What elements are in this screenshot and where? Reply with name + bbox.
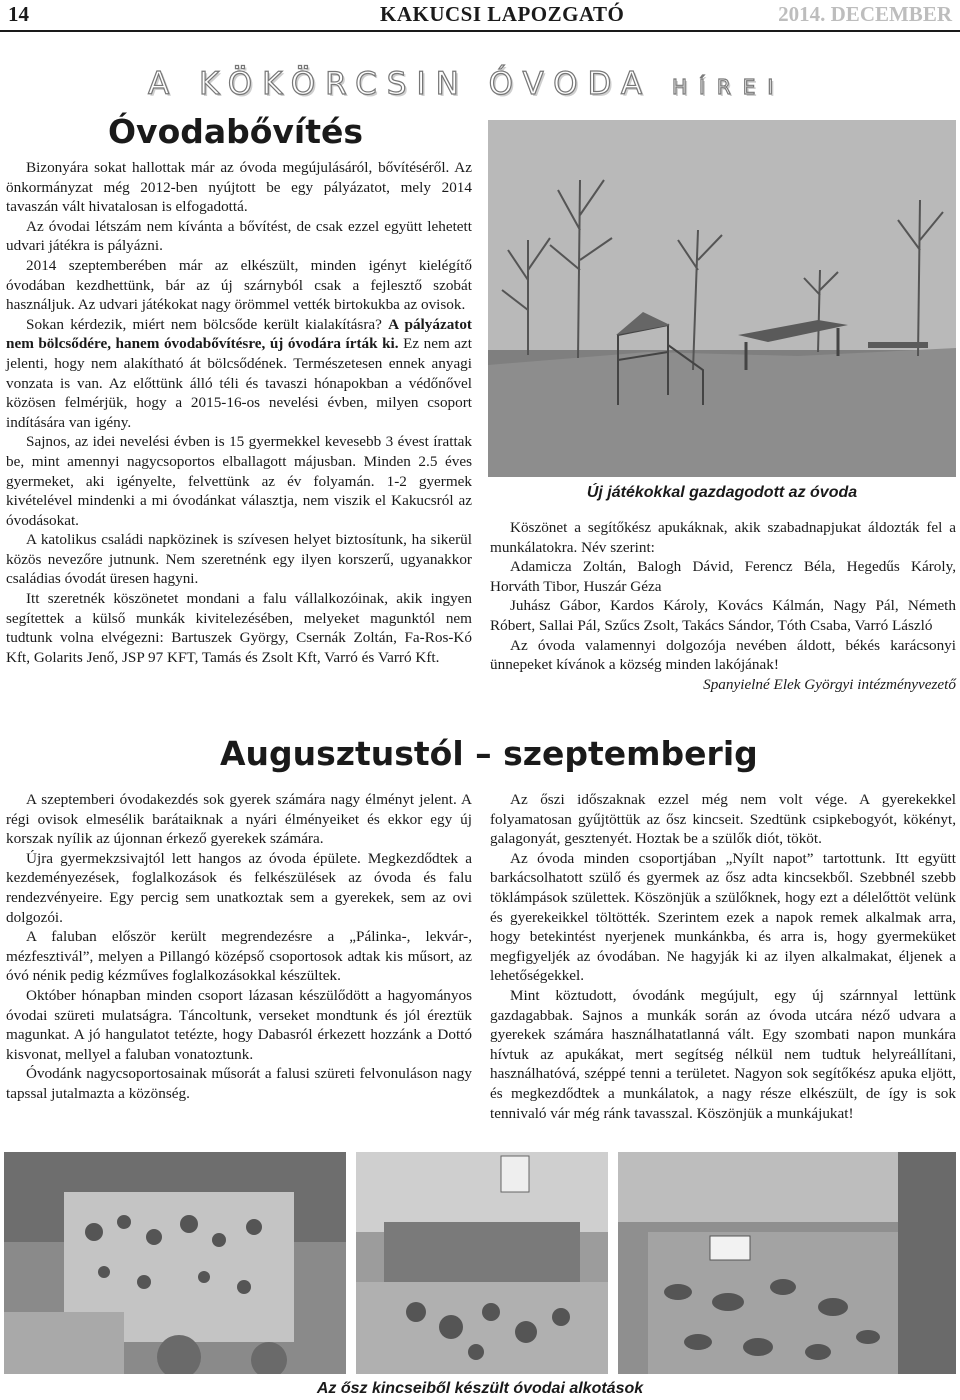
article2-right-paragraph-1: Az őszi időszaknak ezzel még nem volt vége. A gyerekekkel folyamatosan gyűjtöttük az ősz kincseit. Szedtünk csipkebogyót, kökényt, galagonyát, gesztenyét. Hoztak be a szülők diót, tököt. [490,791,956,848]
article2-left-paragraph-1: A szeptemberi óvodakezdés sok gyerek számára nagy élményt jelent. A régi ovisok elmesélik barátaiknak a nyári élményeiket és ekkor egy új korszak nyílik az újonnan érkező gyerekek számára. [6,791,472,848]
playground-photo [488,120,956,477]
article1-paragraph-4 [6,315,472,433]
article1-paragraph-1: Bizonyára sokat hallottak már az óvoda megújulásáról, bővítéséről. Az önkormányzat még 2012-ben nyújtott be egy pályázatot, mely 2014 tavaszán vált hivatalosan is elfogadottá. [6,159,472,216]
article-title-expansion: Óvodabővítés [108,112,364,151]
autumn-crafts-photo-3 [618,1152,956,1374]
article2-left-paragraph-5: Óvodánk nagycsoportosainak műsorát a falusi szüreti felvonuláson nagy tapssal jutalmazta a közönség. [6,1065,472,1102]
header-rule [0,30,960,32]
issue-date: 2014. DECEMBER [778,2,952,26]
playground-paragraph-4: Az óvoda valamennyi dolgozója nevében áldott, békés karácsonyi ünnepeket kívánok a község minden lakójának! [490,636,956,674]
kindergarten-banner [148,66,828,102]
p4-tail: Ez nem azt jelenti, hogy nem alakítható át bölcsődének. Természetesen ennek anyagi vonzata is van. Az előttünk álló téli és tavaszi hónapokban a védőnővel közösen felmérjük, hogy a 2015-16-os nevelési évben, milyen csoport indítására van igény. [6,335,472,431]
page-number: 14 [8,2,29,26]
playground-paragraph-2: Adamicza Zoltán, Balogh Dávid, Ferencz Béla, Hegedűs Károly, Horváth Tibor, Huszár Géza [490,558,956,595]
article1-paragraph-5: Sajnos, az idei nevelési évben is 15 gyermekkel kevesebb 3 évest írattak be, mint amennyi nagycsoportos elballagott májusban. Minden 2.5 éves gyermeket, aki igényelte, felvettünk az év folyamán. 1-2 gyermek kivételével mindenki a mi óvodánkat választja, nem viszik el Kakucsról az óvodásokat. [6,433,472,529]
autumn-crafts-caption: Az ősz kincseiből készült óvodai alkotások [316,1380,644,1397]
article2-right-paragraph-3: Mint köztudott, óvodánk megújult, egy új szárnnyal lettünk gazdagabbak. Sajnos a munkák során az óvoda utcára néző udvara a gyerekek számára használhatatlanná vált. Egy szombati napon munkára hívtuk az apukákat, mert segítség nélkül nem tudtuk helyreállítani, használhatóvá, széppé tenni a területet. Nagyon sok segítőkész apuka eljött, és megkezdődtek a munkálatok, a nagy része elkészült, de így is sok tennivaló vár még ránk tavasszal. Köszönjük a munkájukat! [490,986,956,1122]
article2-right-column [490,790,956,1123]
article1-body [6,158,472,667]
article2-left-paragraph-4: Október hónapban minden csoport lázasan készülődött a hagyományos óvodai szüreti mulatságra. Táncoltunk, verseket mondtunk és jól éreztük magunkat. A jó hangulatot tetézte, hogy Dabasról érkezett hozzánk a Dottó kisvonat, mellyel a faluban vonatoztunk. [6,986,472,1063]
article1-paragraph-7: Itt szeretnék köszönetet mondani a falu vállalkozóinak, akik ingyen segítettek a külső munkák kivitelezésében, melyeket magunktól nem tudtunk volna elvégezni: Bartuszek György, Csernák Zoltán, Fa-Ros-Kó Kft, Golarits Jenő, JSP 97 KFT, Tamás és Zsolt Kft, Varró és Varró Kft. [6,590,472,666]
banner-main: A KÖKÖRCSIN ÓVODA [148,66,653,102]
banner-small: HÍREI [671,75,786,99]
p4-lead: Sokan kérdezik, miért nem bölcsőde került kialakításra? [26,315,389,333]
article1-paragraph-2: Az óvodai létszám nem kívánta a bővítést, de csak ezzel együtt lehetett udvari játékra is pályázni. [6,217,472,255]
playground-caption: Új játékokkal gazdagodott az óvoda [586,484,858,501]
autumn-crafts-photo-1 [4,1152,346,1374]
playground-paragraph-1: Köszönet a segítőkész apukáknak, akik szabadnapjukat áldozták fel a munkálatokra. Név szerint: [490,519,956,556]
article2-left-paragraph-2: Újra gyermekzsivajtól lett hangos az óvoda épülete. Megkezdődtek a kezdeményezések, foglalkozások és felkészülések az óvoda és falu rendezvényeire. Egy percig sem unatkoztak sem a gyerekek, sem az ovi dolgozói. [6,849,472,926]
article2-right-paragraph-2: Az óvoda minden csoportjában „Nyílt napot” tartottunk. Itt együtt barkácsolhatott szülő és gyermek az ősz adta kincsekből. Szebbnél szebb töklámpások születtek. Köszönjük a szülőknek, hogy ezt a délelőttöt velünk és gyerekeikkel töltötték. Szerintem ezek a napok remek alkalmak arra, hogy betekintést nyerjenek munkánkba, és arra is, hogy gyermeküket megfigyeljék az óvodában. Ne hagyják ki az ilyen alkalmakat, éljenek a lehetőségekkel. [490,849,956,985]
autumn-crafts-photo-2 [356,1152,608,1374]
playground-paragraph-3: Juhász Gábor, Kardos Károly, Kovács Kálmán, Nagy Pál, Németh Róbert, Sallai Pál, Szűcs Zsolt, Takács Sándor, Tóth Csaba, Varró László [490,597,956,634]
article2-left-column [6,790,472,1104]
publication-title: KAKUCSI LAPOZGATÓ [380,2,625,26]
article2-left-paragraph-3: A faluban először került megrendezésre a „Pálinka-, lekvár-, mézfesztivál”, melyen a Pillangó középső csoportosok adtak kis műsort, az óvó nénik pedig kézműves foglalkozásokkal készültek. [6,928,472,985]
article-title-autumn: Augusztustól – szeptemberig [220,734,758,773]
article1-paragraph-3: 2014 szeptemberében már az elkészült, minden igényt kielégítő óvodában kezdhettünk, bár az új szárnyból csak a fejlesztő szobát használjuk. Az udvari játékokat nagy örömmel vették birtokukba az ovisok. [6,256,472,314]
playground-body [490,518,956,694]
article1-paragraph-6: A katolikus családi napközinek is szívesen helyet biztosítunk, ha sikerül közös nevezőre jutnunk. Nem szeretnénk egy ilyen korszerű, ugyanakkor családias óvodát üresen hagyni. [6,531,472,588]
p4-bold: A pályázatot nem bölcsődére, hanem óvodabővítésre, új óvodára írták ki. [6,315,472,353]
playground-signature: Spanyielné Elek Györgyi intézményvezető [703,675,956,693]
